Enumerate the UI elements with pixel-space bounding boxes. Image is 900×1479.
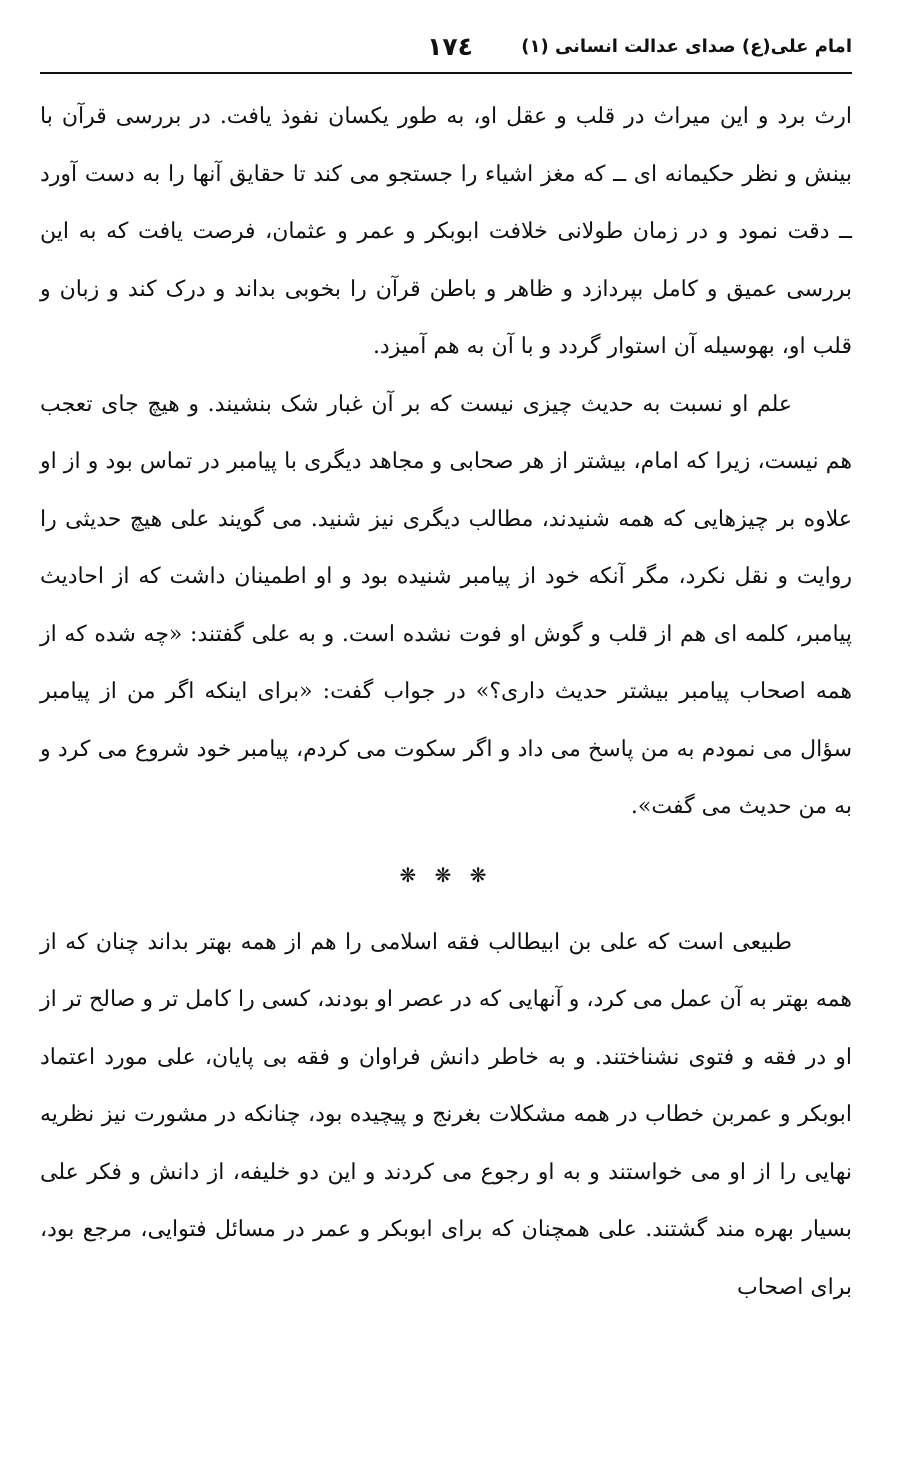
paragraph-3: طبیعی است که علی بن ابیطالب فقه اسلامی را هم از همه بهتر بداند چنان که از همه بهتر به آن عمل می کرد، و آنهایی که در عصر او بودند، کسی را کامل تر و صالح تر از او در فقه و فتوی نشناختند. و به خاطر دانش فراوان و فقه بی پایان، علی مورد اعتماد ابوبکر و عمربن خطاب در همه مشکلات بغرنج و پیچیده بود، چنانکه در مشورت نیز نظریه نهایی را از او می خواستند و به او رجوع می کردند و این دو خلیفه، از دانش و فکر علی بسیار بهره مند گشتند. علی همچنان که برای ابوبکر و عمر در مسائل فتوایی، مرجع بود، برای اصحاب	[40, 929, 852, 1300]
running-title: امام علی(ع) صدای عدالت انسانی (۱)	[521, 36, 852, 57]
book-page	[40, 0, 852, 1479]
page-header	[40, 30, 852, 70]
section-separator: ❋ ❋ ❋	[399, 862, 493, 887]
header-divider	[40, 72, 852, 74]
page-number: ۱۷٤	[427, 32, 473, 61]
paragraph-2: علم او نسبت به حدیث چیزی نیست که بر آن غبار شک بنشیند. و هیچ جای تعجب هم نیست، زیرا که امام، بیشتر از هر صحابی و مجاهد دیگری با پیامبر در تماس بود و از او علاوه بر چیزهایی که همه شنیدند، مطالب دیگری نیز شنید. می گویند علی هیچ حدیثی را روایت و نقل نکرد، مگر آنکه خود از پیامبر شنیده بود و او اطمینان داشت که از احادیث پیامبر، کلمه ای هم از قلب و گوش او فوت نشده است. و به علی گفتند: «چه شده که از همه اصحاب پیامبر بیشتر حدیث داری؟» در جواب گفت: «برای اینکه اگر من از پیامبر سؤال می نمودم به من پاسخ می داد و اگر سکوت می کردم، پیامبر خود شروع می کرد و به من حدیث می گفت».	[40, 391, 852, 819]
paragraph-1: ارث برد و این میراث در قلب و عقل او، به طور یکسان نفوذ یافت. در بررسی قرآن با بینش و نظر حکیمانه ای ــ که مغز اشیاء را جستجو می کند تا حقایق آنها را به دست آورد ــ دقت نمود و در زمان طولانی خلافت ابوبکر و عمر و عثمان، فرصت یافت که به این بررسی عمیق و کامل بپردازد و ظاهر و باطن قرآن را بخوبی بداند و درک کند و زبان و قلب او، بهوسیله آن استوار گردد و با آن به هم آمیزد.	[40, 104, 852, 359]
body-text	[40, 88, 852, 1316]
